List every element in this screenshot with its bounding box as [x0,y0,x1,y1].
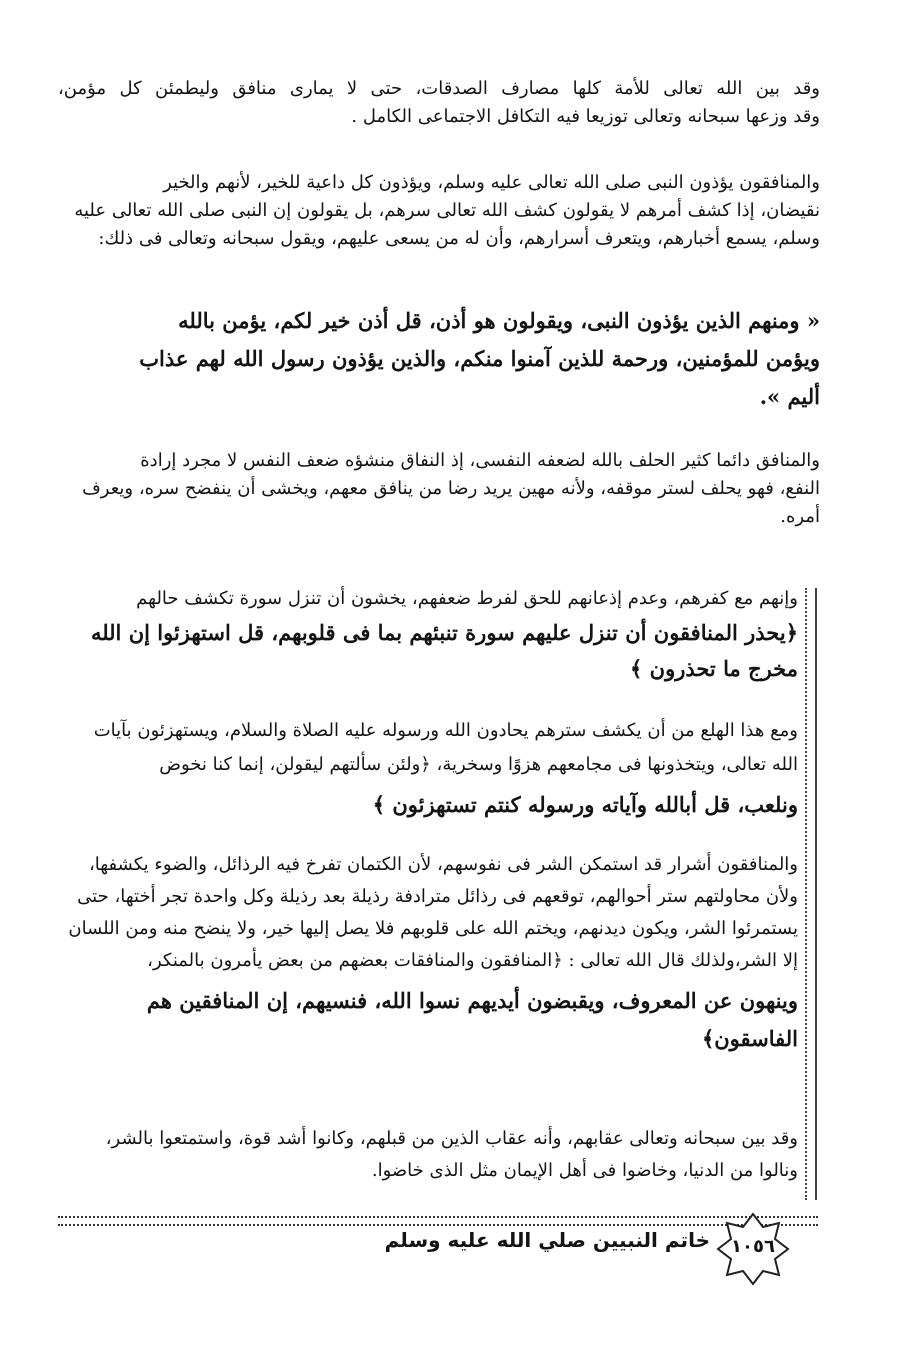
quote-line: مخرج ما تحذرون ﴾ [630,656,798,681]
text-line: ولأن محاولتهم ستر أحوالهم، توقعهم فى رذائل مترادفة رذيلة بعد رذيلة وكل واحدة تجر أختها، حتى [77,886,798,907]
paragraph-3 [58,452,820,536]
text-line: وقد وزعها سبحانه وتعالى توزيعا فيه التكافل الاجتماعى الكامل . [351,106,820,127]
quote-line: ويؤمن للمؤمنين، ورحمة للذين آمنوا منكم، والذين يؤذون رسول الله لهم عذاب [139,346,820,371]
section-margin-rule [805,588,817,1200]
paragraph-2 [58,174,820,258]
text-line: يستمرئوا الشر، ويكون ديدنهم، ويختم الله على قلوبهم فلا يصل إليها خير، ولا ينضح منه ومن اللسان [68,918,798,939]
text-line: الله تعالى، ويتخذونها فى مجامعهم هزوًا وسخرية، ﴿ولئن سألتهم ليقولن، إنما كنا نخوض [159,754,798,775]
footer-divider [58,1216,818,1226]
paragraph-5 [58,722,798,830]
text-line: إلا الشر،ولذلك قال الله تعالى : ﴿المنافقون والمنافقات بعضهم من بعض يأمرون بالمنكر، [147,950,798,971]
text-line: والمنافقون أشرار قد استمكن الشر فى نفوسهم، لأن الكتمان تفرخ فيه الرذائل، والضوء يكشفها، [88,854,798,875]
text-line: والمنافق دائما كثير الحلف بالله لضعفه النفسى، إذ النفاق منشؤه ضعف النفس لا مجرد إرادة [140,450,820,471]
quote-line: « ومنهم الذين يؤذون النبى، ويقولون هو أذن، قل أذن خير لكم، يؤمن بالله [178,308,820,333]
quran-quote-1 [58,310,820,424]
text-line: نقيضان، إذا كشف أمرهم لا يقولون كشف الله تعالى سرهم، بل يقولون إن النبى صلى الله تعالى عليه [74,200,820,221]
text-line: وسلم، يسمع أخبارهم، ويتعرف أسرارهم، وأن له من يسعى عليهم، ويقول سبحانه وتعالى فى ذلك: [98,228,820,249]
quote-line: ونلعب، قل أبالله وآياته ورسوله كنتم تستهزئون ﴾ [372,792,798,817]
paragraph-1 [58,80,820,136]
quote-line: الفاسقون﴾ [701,1026,798,1051]
paragraph-4 [58,590,798,694]
text-line: النفع، فهو يحلف لستر موقفه، ولأنه مهين يريد رضا من ينافق معهم، ويخشى أن ينفضح سره، ويعرف [82,478,820,499]
text-line: وقد بين سبحانه وتعالى عقابهم، وأنه عقاب الذين من قبلهم، وكانوا أشد قوة، واستمتعوا بالشر، [105,1128,798,1149]
text-line: وقد بين الله تعالى للأمة كلها مصارف الصدقات، حتى لا يمارى منافق وليطمئن كل مؤمن، [58,78,820,99]
paragraph-6 [58,856,798,1062]
paragraph-7 [58,1130,798,1190]
text-line: أمره. [780,506,820,527]
running-footer-title: خاتم النبيين صلي الله عليه وسلم [384,1228,710,1252]
quote-line: ﴿يحذر المنافقون أن تنزل عليهم سورة تنبئهم بما فى قلوبهم، قل استهزئوا إن الله [90,620,798,645]
quote-line: وينهون عن المعروف، ويقبضون أيديهم نسوا الله، فنسيهم، إن المنافقين هم [146,988,798,1013]
text-line: والمنافقون يؤذون النبى صلى الله تعالى عليه وسلم، ويؤذون كل داعية للخير، لأنهم والخير [163,172,820,193]
text-line: ونالوا من الدنيا، وخاضوا فى أهل الإيمان مثل الذى خاضوا. [371,1160,798,1181]
quote-line: أليم ». [759,384,820,409]
page-number: ١٠٥٦ [731,1236,775,1257]
text-line: وإنهم مع كفرهم، وعدم إذعانهم للحق لفرط ضعفهم، يخشون أن تنزل سورة تكشف حالهم [136,588,798,609]
text-line: ومع هذا الهلع من أن يكشف سترهم يحادون الله ورسوله عليه الصلاة والسلام، ويستهزئون بآيات [93,720,798,741]
